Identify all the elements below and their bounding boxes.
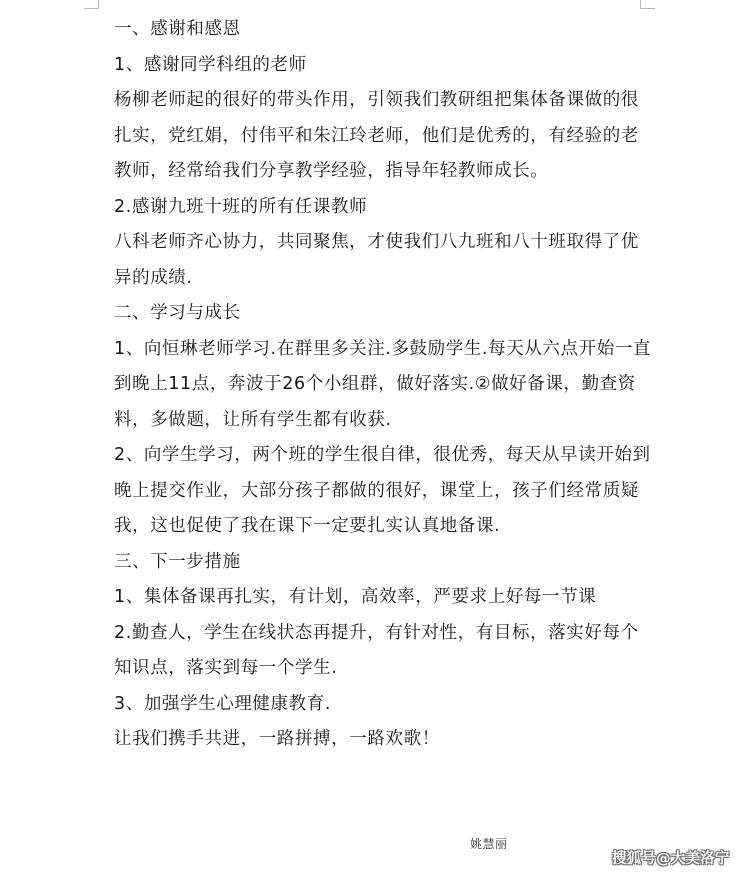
paragraph-line: 异的成绩. [114, 267, 193, 288]
paragraph-line: 料，多做题，让所有学生都有收获. [114, 409, 392, 430]
paragraph-line: 1、向恒琳老师学习.在群里多关注.多鼓励学生.每天从六点开始一直 [114, 338, 652, 359]
paragraph-line: 晚上提交作业，大部分孩子都做的很好，课堂上，孩子们经常质疑 [114, 480, 639, 501]
paragraph-line: 教师，经常给我们分享教学经验，指导年轻教师成长。 [114, 161, 549, 181]
paragraph-line: 2、向学生学习，两个班的学生很自律，很优秀，每天从早读开始到 [114, 445, 651, 465]
paragraph-line: 扎实，党红娟，付伟平和朱江玲老师，他们是优秀的，有经验的老 [114, 125, 639, 146]
list-item: 3、加强学生心理健康教育. [114, 693, 331, 714]
subheading-thanks-colleagues: 1、感谢同学科组的老师 [114, 54, 307, 75]
paragraph-line: 到晚上11点，奔波于26个小组群，做好落实.②做好备课，勤查资 [114, 374, 636, 394]
paragraph-line: 八科老师齐心协力，共同聚焦，才使我们八九班和八十班取得了优 [114, 232, 639, 252]
paragraph-line: 我，这也促使了我在课下一定要扎实认真地备课. [114, 516, 501, 536]
section-heading-learning: 二、学习与成长 [114, 303, 241, 323]
list-item: 2.勤查人，学生在线状态再提升，有针对性，有目标，落实好每个 [114, 622, 639, 643]
source-watermark: 搜狐号@大美洛宁 [612, 851, 730, 867]
paragraph-line: 杨柳老师起的很好的带头作用，引领我们教研组把集体备课做的很 [114, 90, 639, 110]
section-heading-next-steps: 三、下一步措施 [114, 551, 241, 572]
page-corner-mark-left [84, 0, 99, 9]
subheading-thanks-teachers: 2.感谢九班十班的所有任课教师 [114, 196, 368, 217]
author-signature: 姚慧丽 [470, 837, 508, 851]
closing-line: 让我们携手共进，一路拼搏，一路欢歌！ [114, 729, 440, 749]
page-corner-mark-right [640, 0, 655, 9]
list-item: 1、集体备课再扎实，有计划，高效率，严要求上好每一节课 [114, 587, 597, 607]
section-heading-thanks: 一、感谢和感恩 [114, 19, 241, 39]
document-body [114, 12, 744, 758]
list-item-continued: 知识点，落实到每一个学生. [114, 658, 338, 678]
